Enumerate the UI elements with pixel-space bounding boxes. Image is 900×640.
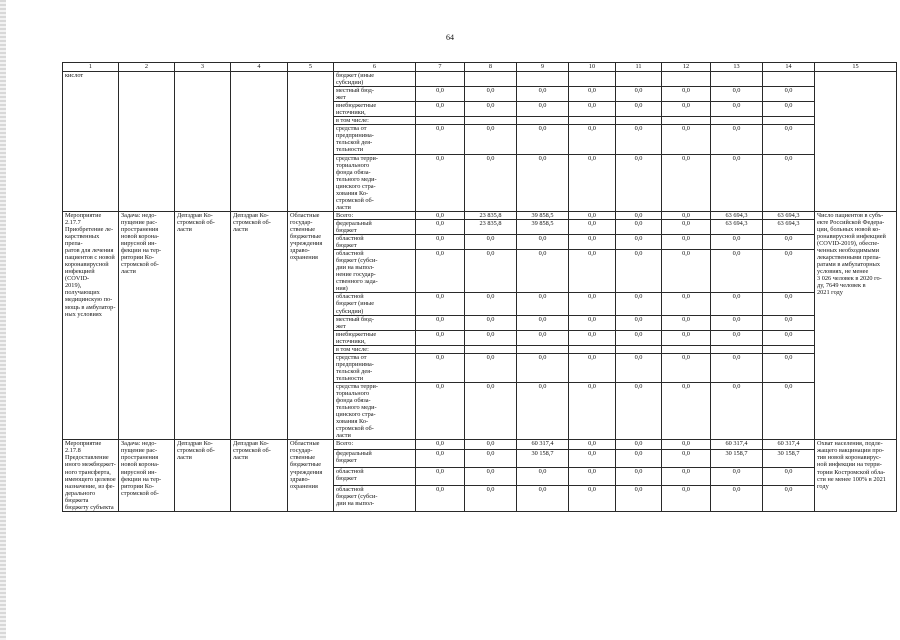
activity-cell: Мероприятие 2.17.8 Предоставление иного межбюджет- ного трансферта, имеющего целевое назначение, из фе- дерального бюджета бюджету субъекта (63, 440, 119, 511)
value-cell: 0,0 (416, 211, 465, 219)
value-cell: 0,0 (616, 330, 662, 345)
value-cell: 0,0 (416, 382, 465, 439)
source-label-cell: федеральный бюджет (334, 449, 416, 467)
value-cell: 0,0 (416, 293, 465, 315)
source-label-cell: средства терри- ториального фонда обяза- тельного меди- цинского стра- хования Ко- стромской об- ласти (334, 154, 416, 211)
value-cell: 0,0 (465, 330, 517, 345)
value-cell (569, 72, 616, 87)
value-cell: 0,0 (616, 440, 662, 450)
value-cell: 0,0 (569, 440, 616, 450)
value-cell: 0,0 (662, 219, 711, 234)
value-cell: 0,0 (465, 315, 517, 330)
value-cell (763, 72, 815, 87)
value-cell: 0,0 (517, 235, 569, 250)
value-cell: 0,0 (763, 235, 815, 250)
value-cell: 0,0 (616, 125, 662, 154)
value-cell: 0,0 (711, 102, 763, 117)
value-cell: 0,0 (569, 467, 616, 485)
header-cell: 14 (763, 63, 815, 72)
indicator-cell: Охват населения, подле- жащего вакцинации про- тив новой коронавирус- ной инфекции на терри- тории Костромской обла- сти не менее 100% в 2021 году (815, 440, 897, 511)
value-cell (465, 72, 517, 87)
value-cell: 0,0 (569, 154, 616, 211)
activity-cell: Мероприятие 2.17.7 Приобретение ле- карственных препа- ратов для лечения пациентов с новой коронавирусной инфекцией (COVID- 2019), получающих медицинскую по- мощь в амбулатор- ных условиях (63, 211, 119, 439)
participant-cell: Областные государ- ственные бюджетные учреждения здраво- охранения (288, 211, 334, 439)
value-cell: 0,0 (416, 353, 465, 382)
value-cell: 30 158,7 (711, 449, 763, 467)
value-cell: 0,0 (569, 211, 616, 219)
header-cell: 10 (569, 63, 616, 72)
value-cell (662, 345, 711, 353)
source-label-cell: внебюджетные источники, (334, 330, 416, 345)
value-cell: 23 835,8 (465, 219, 517, 234)
value-cell: 60 317,4 (763, 440, 815, 450)
value-cell: 0,0 (616, 467, 662, 485)
value-cell: 0,0 (763, 250, 815, 293)
source-label-cell: областной бюджет (субси- дии на выпол- нение государ- ственного зада- ния) (334, 250, 416, 293)
value-cell: 0,0 (517, 382, 569, 439)
value-cell: 0,0 (569, 293, 616, 315)
value-cell: 0,0 (711, 250, 763, 293)
value-cell: 0,0 (517, 250, 569, 293)
value-cell: 0,0 (517, 315, 569, 330)
value-cell: 0,0 (517, 293, 569, 315)
source-label-cell: Всего: (334, 440, 416, 450)
value-cell: 0,0 (517, 102, 569, 117)
indicator-cell (815, 72, 897, 212)
value-cell: 0,0 (616, 102, 662, 117)
value-cell: 0,0 (517, 125, 569, 154)
participant-cell: Областные государ- ственные бюджетные учреждения здраво- охранения (288, 440, 334, 511)
value-cell (616, 117, 662, 125)
value-cell: 0,0 (569, 315, 616, 330)
value-cell (763, 345, 815, 353)
value-cell: 0,0 (569, 353, 616, 382)
value-cell: 0,0 (662, 440, 711, 450)
source-label-cell: областной бюджет (субси- дии на выпол- (334, 485, 416, 511)
value-cell: 0,0 (662, 87, 711, 102)
value-cell: 0,0 (662, 293, 711, 315)
value-cell: 0,0 (416, 315, 465, 330)
value-cell: 63 694,3 (763, 211, 815, 219)
executor-cell: Депздрав Ко- стромской об- ласти (175, 211, 231, 439)
source-label-cell: средства от предпринима- тельской дея- тельности (334, 353, 416, 382)
value-cell: 0,0 (711, 330, 763, 345)
source-label-cell: бюджет (иные субсидии) (334, 72, 416, 87)
source-label-cell: внебюджетные источники, (334, 102, 416, 117)
value-cell: 0,0 (465, 293, 517, 315)
value-cell: 0,0 (465, 250, 517, 293)
value-cell: 60 317,4 (711, 440, 763, 450)
participant-cell (288, 72, 334, 212)
source-label-cell: местный бюд- жет (334, 315, 416, 330)
value-cell: 0,0 (711, 87, 763, 102)
value-cell: 0,0 (763, 102, 815, 117)
value-cell: 0,0 (416, 449, 465, 467)
value-cell: 60 317,4 (517, 440, 569, 450)
value-cell (416, 72, 465, 87)
budget-table (62, 62, 897, 512)
value-cell: 0,0 (465, 382, 517, 439)
task-cell (119, 72, 175, 212)
activity-cell: кислот (63, 72, 119, 212)
value-cell: 0,0 (616, 293, 662, 315)
value-cell (711, 345, 763, 353)
header-cell: 5 (288, 63, 334, 72)
source-label-cell: средства от предпринима- тельской дея- тельности (334, 125, 416, 154)
value-cell: 0,0 (465, 485, 517, 511)
header-cell: 13 (711, 63, 763, 72)
header-cell: 4 (231, 63, 288, 72)
value-cell (517, 345, 569, 353)
page-number: 64 (446, 33, 454, 42)
value-cell: 39 858,5 (517, 219, 569, 234)
value-cell: 23 835,8 (465, 211, 517, 219)
value-cell: 0,0 (465, 87, 517, 102)
value-cell (711, 72, 763, 87)
value-cell: 0,0 (763, 315, 815, 330)
value-cell (517, 72, 569, 87)
indicator-cell: Число пациентов в субъ- екте Российской Федера- ции, больных новой ко- ронавирусной инфекцией (COVID-2019), обеспе- ченных необходимыми лекарственными препа- ратами в амбулаторных условиях, не менее 3 026 человек в 2020 го- ду, 7649 человек в 2021 году (815, 211, 897, 439)
value-cell: 0,0 (465, 449, 517, 467)
value-cell: 0,0 (465, 154, 517, 211)
value-cell (416, 117, 465, 125)
coexecutor-cell: Депздрав Ко- стромской об- ласти (231, 440, 288, 511)
value-cell: 0,0 (711, 293, 763, 315)
value-cell (711, 117, 763, 125)
value-cell (465, 117, 517, 125)
value-cell (662, 117, 711, 125)
value-cell: 0,0 (662, 211, 711, 219)
value-cell: 0,0 (465, 125, 517, 154)
value-cell: 0,0 (569, 449, 616, 467)
value-cell: 0,0 (711, 467, 763, 485)
value-cell: 0,0 (616, 154, 662, 211)
value-cell: 30 158,7 (763, 449, 815, 467)
header-cell: 12 (662, 63, 711, 72)
value-cell: 0,0 (465, 440, 517, 450)
value-cell: 0,0 (517, 154, 569, 211)
value-cell: 0,0 (517, 353, 569, 382)
value-cell: 0,0 (616, 485, 662, 511)
source-label-cell: в том числе: (334, 117, 416, 125)
value-cell: 0,0 (763, 485, 815, 511)
value-cell: 0,0 (662, 235, 711, 250)
value-cell: 0,0 (517, 330, 569, 345)
source-label-cell: областной бюджет (иные субсидии) (334, 293, 416, 315)
value-cell: 0,0 (662, 250, 711, 293)
value-cell: 0,0 (662, 330, 711, 345)
value-cell: 0,0 (662, 485, 711, 511)
table-body (63, 63, 897, 512)
value-cell: 0,0 (569, 125, 616, 154)
value-cell: 0,0 (763, 330, 815, 345)
value-cell: 0,0 (569, 235, 616, 250)
value-cell: 0,0 (517, 467, 569, 485)
value-cell: 63 694,3 (711, 219, 763, 234)
value-cell: 0,0 (517, 485, 569, 511)
coexecutor-cell: Депздрав Ко- стромской об- ласти (231, 211, 288, 439)
value-cell: 0,0 (616, 235, 662, 250)
source-label-cell: средства терри- ториального фонда обяза- тельного меди- цинского стра- хования Ко- стромской об- ласти (334, 382, 416, 439)
value-cell: 0,0 (662, 315, 711, 330)
value-cell: 0,0 (569, 219, 616, 234)
value-cell: 0,0 (711, 315, 763, 330)
executor-cell (175, 72, 231, 212)
table-row (63, 211, 897, 219)
header-cell: 8 (465, 63, 517, 72)
value-cell: 0,0 (763, 353, 815, 382)
source-label-cell: областной бюджет (334, 467, 416, 485)
task-cell: Задача: недо- пущение рас- пространения новой корона- вирусной ин- фекции на тер- ритории Ко- стромской об- ласти (119, 211, 175, 439)
value-cell: 0,0 (763, 154, 815, 211)
value-cell: 0,0 (763, 293, 815, 315)
header-row (63, 63, 897, 72)
header-cell: 9 (517, 63, 569, 72)
coexecutor-cell (231, 72, 288, 212)
value-cell: 0,0 (569, 250, 616, 293)
value-cell: 0,0 (569, 382, 616, 439)
value-cell (662, 72, 711, 87)
value-cell: 63 694,3 (763, 219, 815, 234)
source-label-cell: местный бюд- жет (334, 87, 416, 102)
value-cell: 0,0 (711, 382, 763, 439)
value-cell (616, 345, 662, 353)
value-cell: 0,0 (711, 235, 763, 250)
value-cell (763, 117, 815, 125)
value-cell: 39 858,5 (517, 211, 569, 219)
source-label-cell: в том числе: (334, 345, 416, 353)
value-cell (465, 345, 517, 353)
value-cell: 0,0 (416, 102, 465, 117)
value-cell (569, 117, 616, 125)
header-cell: 3 (175, 63, 231, 72)
value-cell (616, 72, 662, 87)
value-cell: 0,0 (416, 330, 465, 345)
header-cell: 15 (815, 63, 897, 72)
value-cell: 30 158,7 (517, 449, 569, 467)
value-cell (517, 117, 569, 125)
value-cell: 0,0 (763, 467, 815, 485)
value-cell: 0,0 (616, 87, 662, 102)
table-row (63, 440, 897, 450)
value-cell: 63 694,3 (711, 211, 763, 219)
value-cell: 0,0 (763, 382, 815, 439)
value-cell: 0,0 (711, 353, 763, 382)
value-cell: 0,0 (662, 353, 711, 382)
value-cell: 0,0 (711, 154, 763, 211)
value-cell: 0,0 (763, 87, 815, 102)
value-cell: 0,0 (416, 467, 465, 485)
header-cell: 7 (416, 63, 465, 72)
source-label-cell: областной бюджет (334, 235, 416, 250)
value-cell: 0,0 (662, 102, 711, 117)
value-cell: 0,0 (465, 467, 517, 485)
value-cell: 0,0 (711, 125, 763, 154)
value-cell: 0,0 (465, 102, 517, 117)
value-cell: 0,0 (465, 235, 517, 250)
value-cell (569, 345, 616, 353)
value-cell: 0,0 (416, 219, 465, 234)
value-cell: 0,0 (416, 235, 465, 250)
value-cell: 0,0 (662, 449, 711, 467)
value-cell: 0,0 (416, 440, 465, 450)
source-label-cell: федеральный бюджет (334, 219, 416, 234)
value-cell: 0,0 (662, 154, 711, 211)
value-cell: 0,0 (616, 449, 662, 467)
task-cell: Задача: недо- пущение рас- пространения новой корона- вирусной ин- фекции на тер- ритории Ко- стромской об- (119, 440, 175, 511)
value-cell: 0,0 (569, 87, 616, 102)
value-cell: 0,0 (517, 87, 569, 102)
header-cell: 11 (616, 63, 662, 72)
header-cell: 1 (63, 63, 119, 72)
value-cell: 0,0 (616, 353, 662, 382)
value-cell: 0,0 (616, 382, 662, 439)
value-cell: 0,0 (662, 467, 711, 485)
table-row (63, 72, 897, 87)
value-cell: 0,0 (763, 125, 815, 154)
value-cell: 0,0 (616, 219, 662, 234)
source-label-cell: Всего: (334, 211, 416, 219)
value-cell: 0,0 (569, 330, 616, 345)
value-cell: 0,0 (616, 211, 662, 219)
value-cell: 0,0 (416, 485, 465, 511)
value-cell: 0,0 (662, 382, 711, 439)
value-cell: 0,0 (711, 485, 763, 511)
scan-edge (0, 0, 6, 640)
value-cell: 0,0 (416, 87, 465, 102)
value-cell: 0,0 (569, 485, 616, 511)
header-cell: 6 (334, 63, 416, 72)
executor-cell: Депздрав Ко- стромской об- ласти (175, 440, 231, 511)
value-cell: 0,0 (616, 315, 662, 330)
value-cell: 0,0 (616, 250, 662, 293)
value-cell: 0,0 (416, 154, 465, 211)
value-cell (416, 345, 465, 353)
value-cell: 0,0 (569, 102, 616, 117)
value-cell: 0,0 (465, 353, 517, 382)
value-cell: 0,0 (416, 125, 465, 154)
value-cell: 0,0 (416, 250, 465, 293)
value-cell: 0,0 (662, 125, 711, 154)
header-cell: 2 (119, 63, 175, 72)
